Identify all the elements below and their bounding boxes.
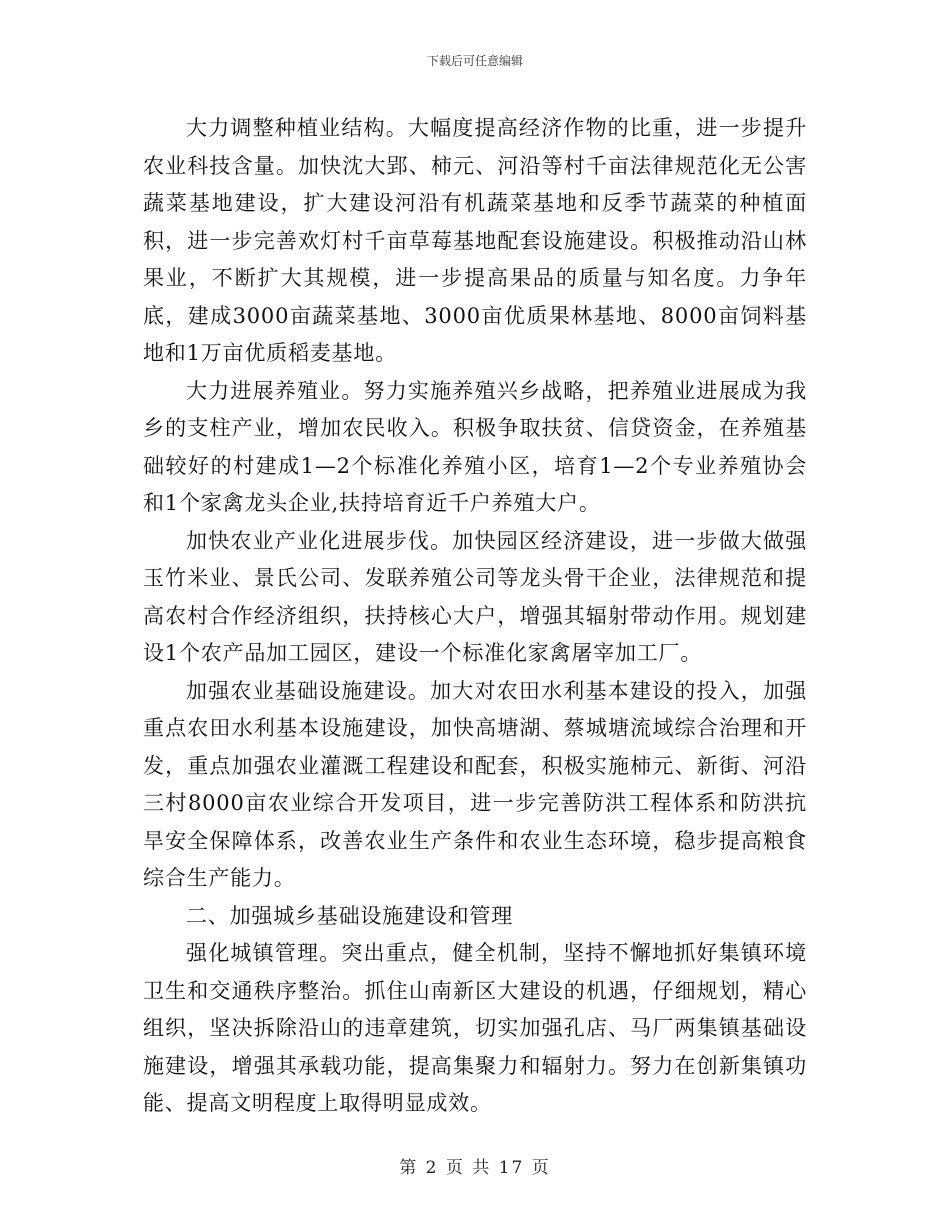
- paragraph-industrialization: 加快农业产业化进展步伐。加快园区经济建设，进一步做大做强玉竹米业、景氏公司、发联养殖公司等龙头骨干企业，法律规范和提高农村合作经济组织，扶持核心大户，增强其辐射带动作用。规划建设1个农产品加工园区，建设一个标准化家禽屠宰加工厂。: [143, 528, 807, 665]
- page-number: 第 2 页 共 17 页: [399, 1158, 551, 1178]
- header-note: 下载后可任意编辑: [426, 54, 523, 68]
- section-heading: 二、加强城乡基础设施建设和管理: [186, 903, 513, 928]
- paragraph-breeding: 大力进展养殖业。努力实施养殖兴乡战略，把养殖业进展成为我乡的支柱产业，增加农民收入。积极争取扶贫、信贷资金，在养殖基础较好的村建成1—2个标准化养殖小区，培育1—2个专业养殖协会和1个家禽龙头企业,扶持培育近千户养殖大户。: [143, 378, 807, 515]
- paragraph-town-management: 强化城镇管理。突出重点，健全机制，坚持不懈地抓好集镇环境卫生和交通秩序整治。抓住山南新区大建设的机遇，仔细规划，精心组织，坚决拆除沿山的违章建筑，切实加强孔店、马厂两集镇基础设施建设，增强其承载功能，提高集聚力和辐射力。努力在创新集镇功能、提高文明程度上取得明显成效。: [143, 941, 807, 1115]
- document-body: [143, 110, 807, 1123]
- paragraph-planting: 大力调整种植业结构。大幅度提高经济作物的比重，进一步提升农业科技含量。加快沈大郢、柿元、河沿等村千亩法律规范化无公害蔬菜基地建设，扩大建设河沿有机蔬菜基地和反季节蔬菜的种植面积，进一步完善欢灯村千亩草莓基地配套设施建设。积极推动沿山林果业，不断扩大其规模，进一步提高果品的质量与知名度。力争年底，建成3000亩蔬菜基地、3000亩优质果林基地、8000亩饲料基地和1万亩优质稻麦基地。: [143, 116, 807, 365]
- paragraph-infrastructure: 加强农业基础设施建设。加大对农田水利基本建设的投入，加强重点农田水利基本设施建设，加快高塘湖、蔡城塘流域综合治理和开发，重点加强农业灌溉工程建设和配套，积极实施柿元、新街、河沿三村8000亩农业综合开发项目，进一步完善防洪工程体系和防洪抗旱安全保障体系，改善农业生产条件和农业生态环境，稳步提高粮食综合生产能力。: [143, 678, 807, 890]
